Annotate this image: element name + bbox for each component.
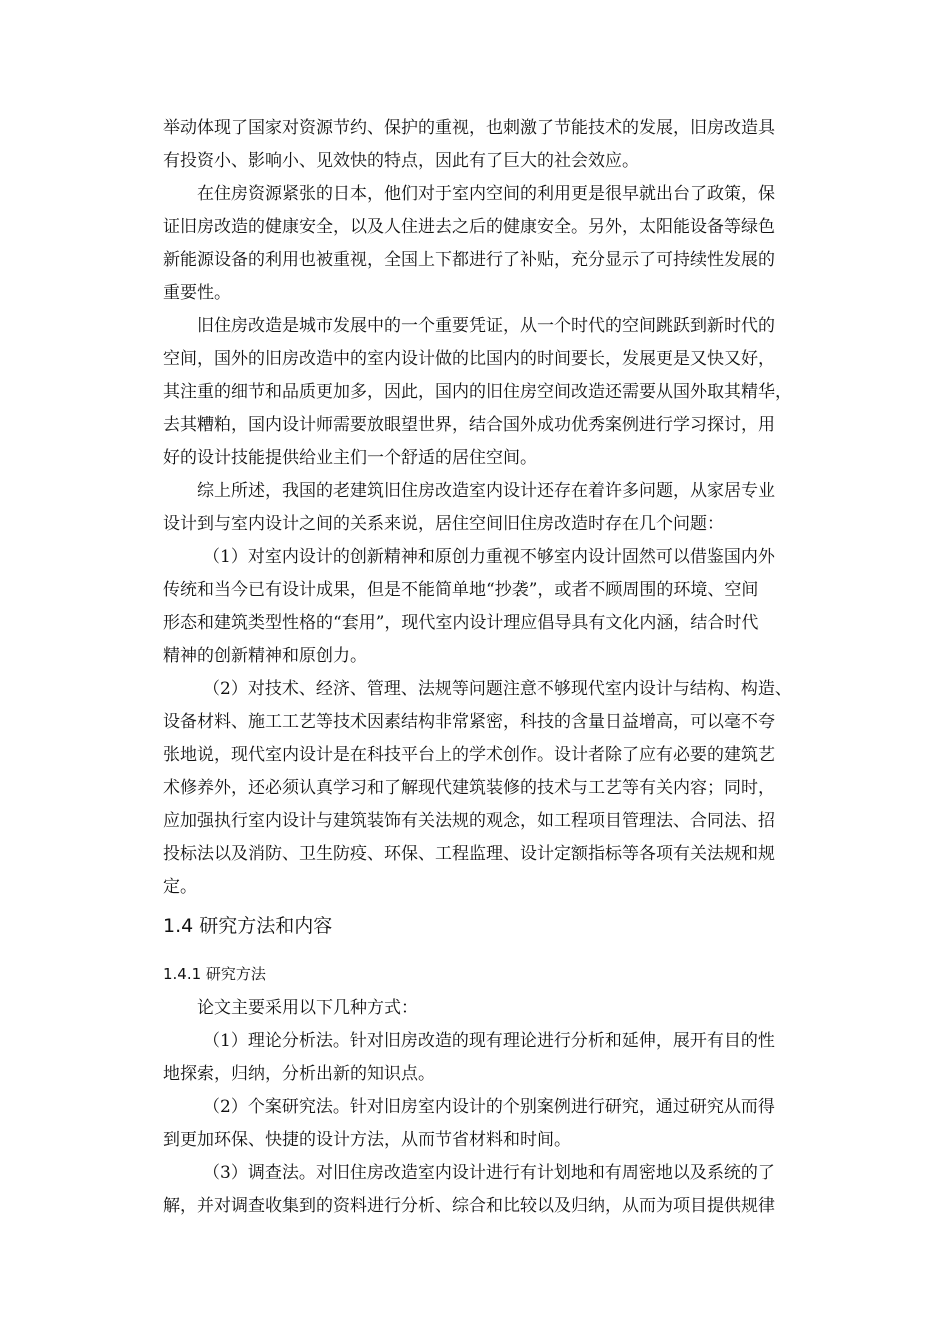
paragraph-line: 证旧房改造的健康安全，以及人住进去之后的健康安全。另外，太阳能设备等绿色 bbox=[163, 217, 775, 237]
paragraph-line: 形态和建筑类型性格的“套用”，现代室内设计理应倡导具有文化内涵，结合时代 bbox=[163, 613, 759, 633]
paragraph-line: 张地说，现代室内设计是在科技平台上的学术创作。设计者除了应有必要的建筑艺 bbox=[163, 745, 775, 765]
paragraph-line: 设备材料、施工工艺等技术因素结构非常紧密，科技的含量日益增高，可以毫不夸 bbox=[163, 712, 775, 732]
paragraph-line: （1）理论分析法。针对旧房改造的现有理论进行分析和延伸，展开有目的性 bbox=[203, 1031, 775, 1051]
paragraph-line: 旧住房改造是城市发展中的一个重要凭证，从一个时代的空间跳跃到新时代的 bbox=[197, 316, 775, 336]
paragraph-line: 精神的创新精神和原创力。 bbox=[163, 646, 367, 666]
paragraph-line: 举动体现了国家对资源节约、保护的重视，也刺激了节能技术的发展，旧房改造具 bbox=[163, 118, 775, 138]
section-heading: 1.4 研究方法和内容 bbox=[163, 915, 333, 937]
paragraph-line: 好的设计技能提供给业主们一个舒适的居住空间。 bbox=[163, 448, 537, 468]
subsection-heading: 1.4.1 研究方法 bbox=[163, 965, 266, 983]
paragraph-line: 应加强执行室内设计与建筑装饰有关法规的观念，如工程项目管理法、合同法、招 bbox=[163, 811, 775, 831]
paragraph-line: 投标法以及消防、卫生防疫、环保、工程监理、设计定额指标等各项有关法规和规 bbox=[163, 844, 775, 864]
paragraph-line: 定。 bbox=[163, 877, 197, 897]
paragraph-line: 传统和当今已有设计成果，但是不能简单地“抄袭”，或者不顾周围的环境、空间 bbox=[163, 580, 759, 600]
paragraph-line: 空间，国外的旧房改造中的室内设计做的比国内的时间要长，发展更是又快又好， bbox=[163, 349, 775, 369]
paragraph-line: 论文主要采用以下几种方式： bbox=[197, 998, 418, 1018]
paragraph-line: 其注重的细节和品质更加多，因此，国内的旧住房空间改造还需要从国外取其精华， bbox=[163, 382, 792, 402]
paragraph-line: 到更加环保、快捷的设计方法，从而节省材料和时间。 bbox=[163, 1130, 571, 1150]
paragraph-line: 新能源设备的利用也被重视，全国上下都进行了补贴，充分显示了可持续性发展的 bbox=[163, 250, 775, 270]
paragraph-line: 重要性。 bbox=[163, 283, 231, 303]
paragraph-line: （2）个案研究法。针对旧房室内设计的个别案例进行研究，通过研究从而得 bbox=[203, 1097, 775, 1117]
paragraph-line: 有投资小、影响小、见效快的特点，因此有了巨大的社会效应。 bbox=[163, 151, 639, 171]
paragraph-line: 综上所述，我国的老建筑旧住房改造室内设计还存在着许多问题，从家居专业 bbox=[197, 481, 775, 501]
paragraph-line: 解，并对调查收集到的资料进行分析、综合和比较以及归纳，从而为项目提供规律 bbox=[163, 1196, 775, 1216]
paragraph-line: 术修养外，还必须认真学习和了解现代建筑装修的技术与工艺等有关内容；同时， bbox=[163, 778, 775, 798]
paragraph-line: （2）对技术、经济、管理、法规等问题注意不够现代室内设计与结构、构造、 bbox=[203, 679, 792, 699]
paragraph-line: （1）对室内设计的创新精神和原创力重视不够室内设计固然可以借鉴国内外 bbox=[203, 547, 775, 567]
paragraph-line: 去其糟粕，国内设计师需要放眼望世界，结合国外成功优秀案例进行学习探讨，用 bbox=[163, 415, 775, 435]
paragraph-line: （3）调查法。对旧住房改造室内设计进行有计划地和有周密地以及系统的了 bbox=[203, 1163, 775, 1183]
paragraph-line: 在住房资源紧张的日本，他们对于室内空间的利用更是很早就出台了政策，保 bbox=[197, 184, 775, 204]
paragraph-line: 地探索，归纳，分析出新的知识点。 bbox=[163, 1064, 435, 1084]
paragraph-line: 设计到与室内设计之间的关系来说，居住空间旧住房改造时存在几个问题： bbox=[163, 514, 724, 534]
